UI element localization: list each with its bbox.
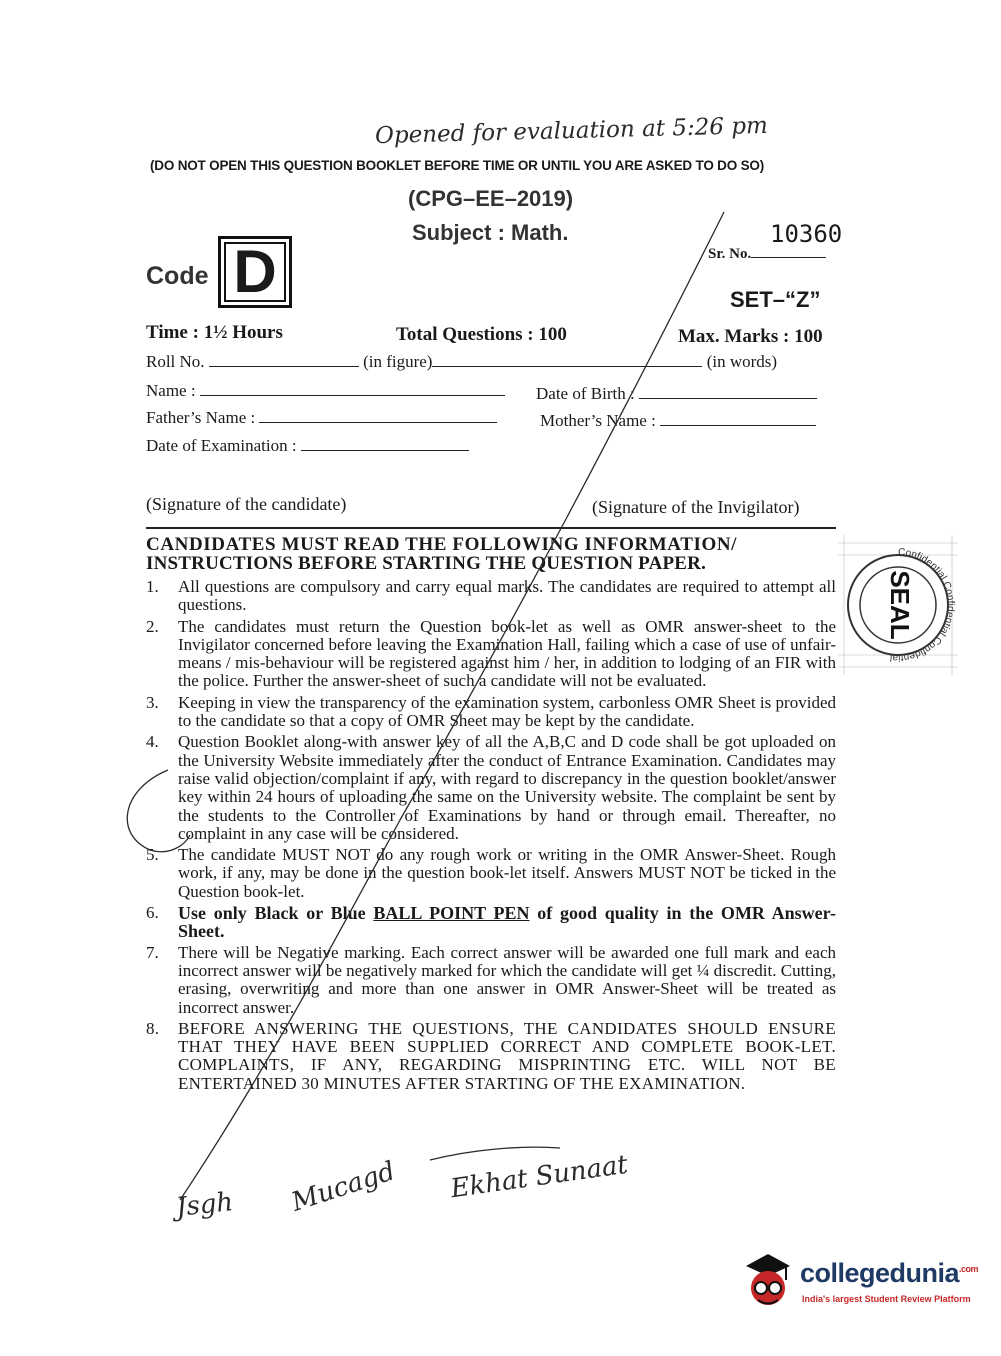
seal-center-text: SEAL xyxy=(885,570,916,640)
subject-title: Subject : Math. xyxy=(412,220,569,245)
brand-name: collegedunia xyxy=(800,1258,960,1288)
roll-no-label: Roll No. xyxy=(146,352,205,371)
instruction-item: 1. All questions are compulsory and carry equal marks. The candidates are required to attempt all questions. xyxy=(146,577,836,615)
signature-1: Jsgh xyxy=(174,1187,235,1223)
collegedunia-brand xyxy=(740,1252,979,1312)
in-figure-label: (in figure) xyxy=(363,352,433,371)
instruction-item: 6. Use only Black or Blue BALL POINT PEN of good quality in the OMR Answer-Sheet. xyxy=(146,903,836,942)
name-label: Name : xyxy=(146,381,196,400)
in-words-label: (in words) xyxy=(706,352,778,371)
serial-label: Sr. No. xyxy=(708,246,752,262)
max-marks: Max. Marks : 100 xyxy=(678,326,823,347)
exam-code: (CPG–EE–2019) xyxy=(408,186,574,211)
instructions-heading-line2: INSTRUCTIONS BEFORE STARTING THE QUESTION PAPER. xyxy=(146,553,707,574)
seal-ring-text: Confidential Confidential Confidential xyxy=(889,546,956,664)
diagonal-strike-line xyxy=(180,212,724,1200)
underline-stroke xyxy=(430,1147,560,1160)
sig-invigilator-label: (Signature of the Invigilator) xyxy=(592,497,800,517)
instruction-item: 3. Keeping in view the transparency of the examination system, carbonless OMR Sheet is provided to the candidate so that a copy of OMR Sheet may be kept by the candidate. xyxy=(146,692,836,731)
code-label: Code xyxy=(146,262,209,290)
instructions-heading-line1: CANDIDATES MUST READ THE FOLLOWING INFORMATION/ xyxy=(146,534,738,555)
instruction-item: 2. The candidates must return the Question book-let as well as OMR answer-sheet to the Invigilator concerned before leaving the Examination Hall, failing which a case of use of unfair-means / mis-behaviour will be registered against him / her, in addition to lodging of an FIR with the police. Further the answer-sheet of such a candidate will not be evaluated. xyxy=(146,616,836,691)
handwritten-opened-note: Opened for evaluation at 5:26 pm xyxy=(374,112,769,150)
instruction-item: 7. There will be Negative marking. Each correct answer will be awarded one full mark and each incorrect answer will be negatively marked for which the candidate will get ¼ discredit. Cutting, erasing, overwriting and more than one answer in OMR Answer-Sheet will be treated as incorrect answer. xyxy=(146,942,836,1017)
brand-suffix: .com xyxy=(959,1264,979,1274)
signature-2: Mucagd xyxy=(287,1156,399,1218)
dob-label: Date of Birth : xyxy=(536,384,635,403)
total-questions: Total Questions : 100 xyxy=(396,324,567,345)
instruction-item: 5. The candidate MUST NOT do any rough work or writing in the OMR Answer-Sheet. Rough work, if any, may be done in the question book-let itself. Answers MUST NOT be ticked in the Question book-let. xyxy=(146,845,836,901)
top-notice: (DO NOT OPEN THIS QUESTION BOOKLET BEFORE TIME OR UNTIL YOU ARE ASKED TO DO SO) xyxy=(150,158,764,173)
collegedunia-logo-icon xyxy=(740,1252,796,1312)
mother-label: Mother’s Name : xyxy=(540,411,656,430)
set-label: SET–“Z” xyxy=(730,287,821,312)
father-label: Father’s Name : xyxy=(146,408,256,427)
date-exam-label: Date of Examination : xyxy=(146,436,297,455)
signature-3: Ekhat Sunaat xyxy=(448,1149,630,1205)
serial-number: 10360 xyxy=(770,220,843,248)
circled-item-mark xyxy=(127,770,190,852)
code-letter: D xyxy=(224,242,286,302)
instruction-item: 8. BEFORE ANSWERING THE QUESTIONS, THE CANDIDATES SHOULD ENSURE THAT THEY HAVE BEEN SUPPLIED CORRECT AND COMPLETE BOOK-LET. COMPLAINTS, IF ANY, REGARDING MISPRINTING ETC. WILL NOT BE ENTERTAINED 30 MINUTES AFTER STARTING OF THE EXAMINATION. xyxy=(146,1018,836,1093)
brand-tagline: India's largest Student Review Platform xyxy=(802,1294,971,1304)
instruction-item: 4. Question Booklet along-with answer key of all the A,B,C and D code shall be got uploaded on the University Website immediately after the conduct of Entrance Examination. Candidates may raise valid objection/complaint if any, with regard to discrepancy in the question booklet/answer key within 24 hours of uploading the same on the University website. The complaint be sent by the students to the Controller of Examinations by hand or through email. Thereafter, no complaint in any case will be considered. xyxy=(146,732,836,843)
sig-candidate-label: (Signature of the candidate) xyxy=(146,494,347,514)
time-info: Time : 1½ Hours xyxy=(146,322,283,343)
